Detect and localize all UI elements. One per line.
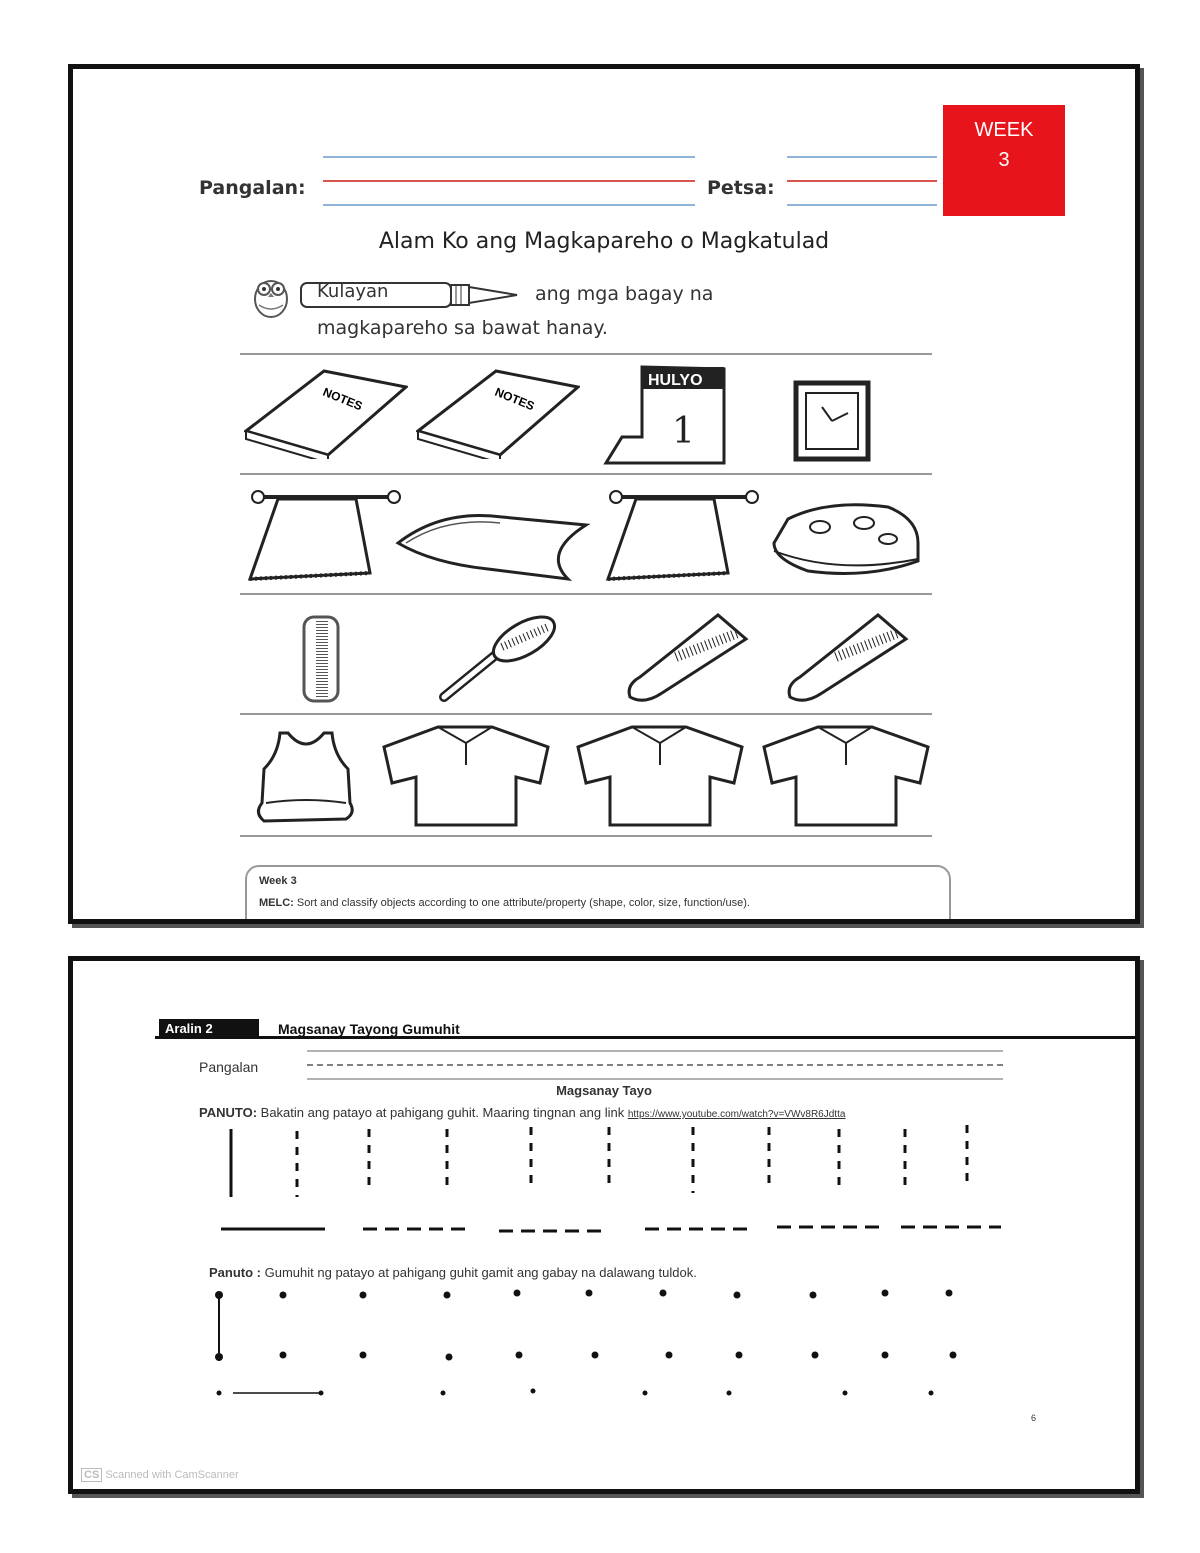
dot-drawing-exercise[interactable] (203, 1285, 963, 1405)
panuto-line (199, 1105, 845, 1120)
week-word: WEEK (974, 119, 1034, 141)
towel-on-rack-icon[interactable] (602, 483, 762, 587)
melc-week: Week 3 (259, 875, 297, 887)
name-label: Pangalan (199, 1059, 259, 1075)
notebook-label: NOTES (320, 384, 365, 414)
date-writing-lines[interactable] (787, 151, 939, 211)
comb-icon[interactable] (782, 609, 914, 705)
picture-row-1 (240, 359, 932, 471)
name-writing-lines[interactable] (323, 151, 703, 211)
comb-icon[interactable] (298, 613, 346, 705)
notebook-icon[interactable] (416, 369, 580, 459)
divider (240, 713, 932, 715)
week-number: 3 (998, 149, 1010, 171)
worksheet-page-2 (68, 956, 1140, 1494)
week-badge (943, 105, 1065, 216)
calendar-day: 1 (672, 411, 695, 452)
worksheet-page-1 (68, 64, 1140, 924)
polo-shirt-icon[interactable] (574, 721, 746, 831)
divider (240, 593, 932, 595)
polo-shirt-icon[interactable] (380, 721, 552, 831)
lesson-title: Magsanay Tayong Gumuhit (278, 1021, 460, 1037)
clock-icon[interactable] (792, 379, 872, 463)
scanner-badge: CS (81, 1468, 102, 1482)
picture-row-4 (240, 717, 932, 835)
picture-row-3 (240, 599, 932, 711)
date-label: Petsa: (707, 177, 775, 199)
sando-icon[interactable] (250, 729, 362, 829)
polo-shirt-icon[interactable] (760, 721, 932, 831)
tracing-exercise[interactable] (213, 1125, 1013, 1245)
instruction-line-1: ang mga bagay na (535, 283, 714, 305)
panuto2-text: Gumuhit ng patayo at pahigang guhit gamit ang gabay na dalawang tuldok. (264, 1265, 697, 1280)
notebook-icon[interactable] (244, 369, 408, 459)
worksheet-title: Alam Ko ang Magkapareho o Magkatulad (378, 229, 830, 254)
divider (240, 473, 932, 475)
hairbrush-icon[interactable] (436, 613, 566, 705)
owl-icon (249, 269, 293, 319)
crayon-label: Kulayan (317, 281, 389, 302)
picture-row-2 (240, 479, 932, 591)
instruction-line-2: magkapareho sa bawat hanay. (317, 317, 608, 339)
panuto-label: PANUTO: (199, 1105, 258, 1120)
lesson-tag: Aralin 2 (159, 1019, 259, 1039)
worksheet-subtitle: Magsanay Tayo (556, 1083, 652, 1098)
notebook-label: NOTES (492, 384, 537, 414)
divider (240, 353, 932, 355)
handkerchief-icon[interactable] (392, 503, 592, 583)
name-label: Pangalan: (199, 177, 306, 199)
melc-box (245, 865, 951, 924)
name-writing-lines[interactable] (307, 1049, 1007, 1083)
page-number: 6 (1031, 1413, 1037, 1423)
divider (240, 835, 932, 837)
melc-label: MELC: (259, 897, 294, 909)
melc-text: Sort and classify objects according to one attribute/property (shape, color, size, function/use). (296, 897, 750, 909)
calendar-icon[interactable] (602, 363, 732, 467)
comb-icon[interactable] (622, 609, 754, 705)
panuto2-label: Panuto : (209, 1265, 261, 1280)
towel-on-rack-icon[interactable] (244, 483, 404, 587)
calendar-month: HULYO (648, 372, 703, 389)
panuto2-line (209, 1265, 697, 1280)
panuto-text: Bakatin ang patayo at pahigang guhit. Maaring tingnan ang link (260, 1105, 625, 1120)
folded-blanket-icon[interactable] (768, 499, 928, 581)
scanner-watermark (81, 1469, 239, 1481)
youtube-link[interactable]: https://www.youtube.com/watch?v=VWv8R6Jdtta (627, 1109, 846, 1120)
scanner-text: Scanned with CamScanner (105, 1469, 239, 1481)
